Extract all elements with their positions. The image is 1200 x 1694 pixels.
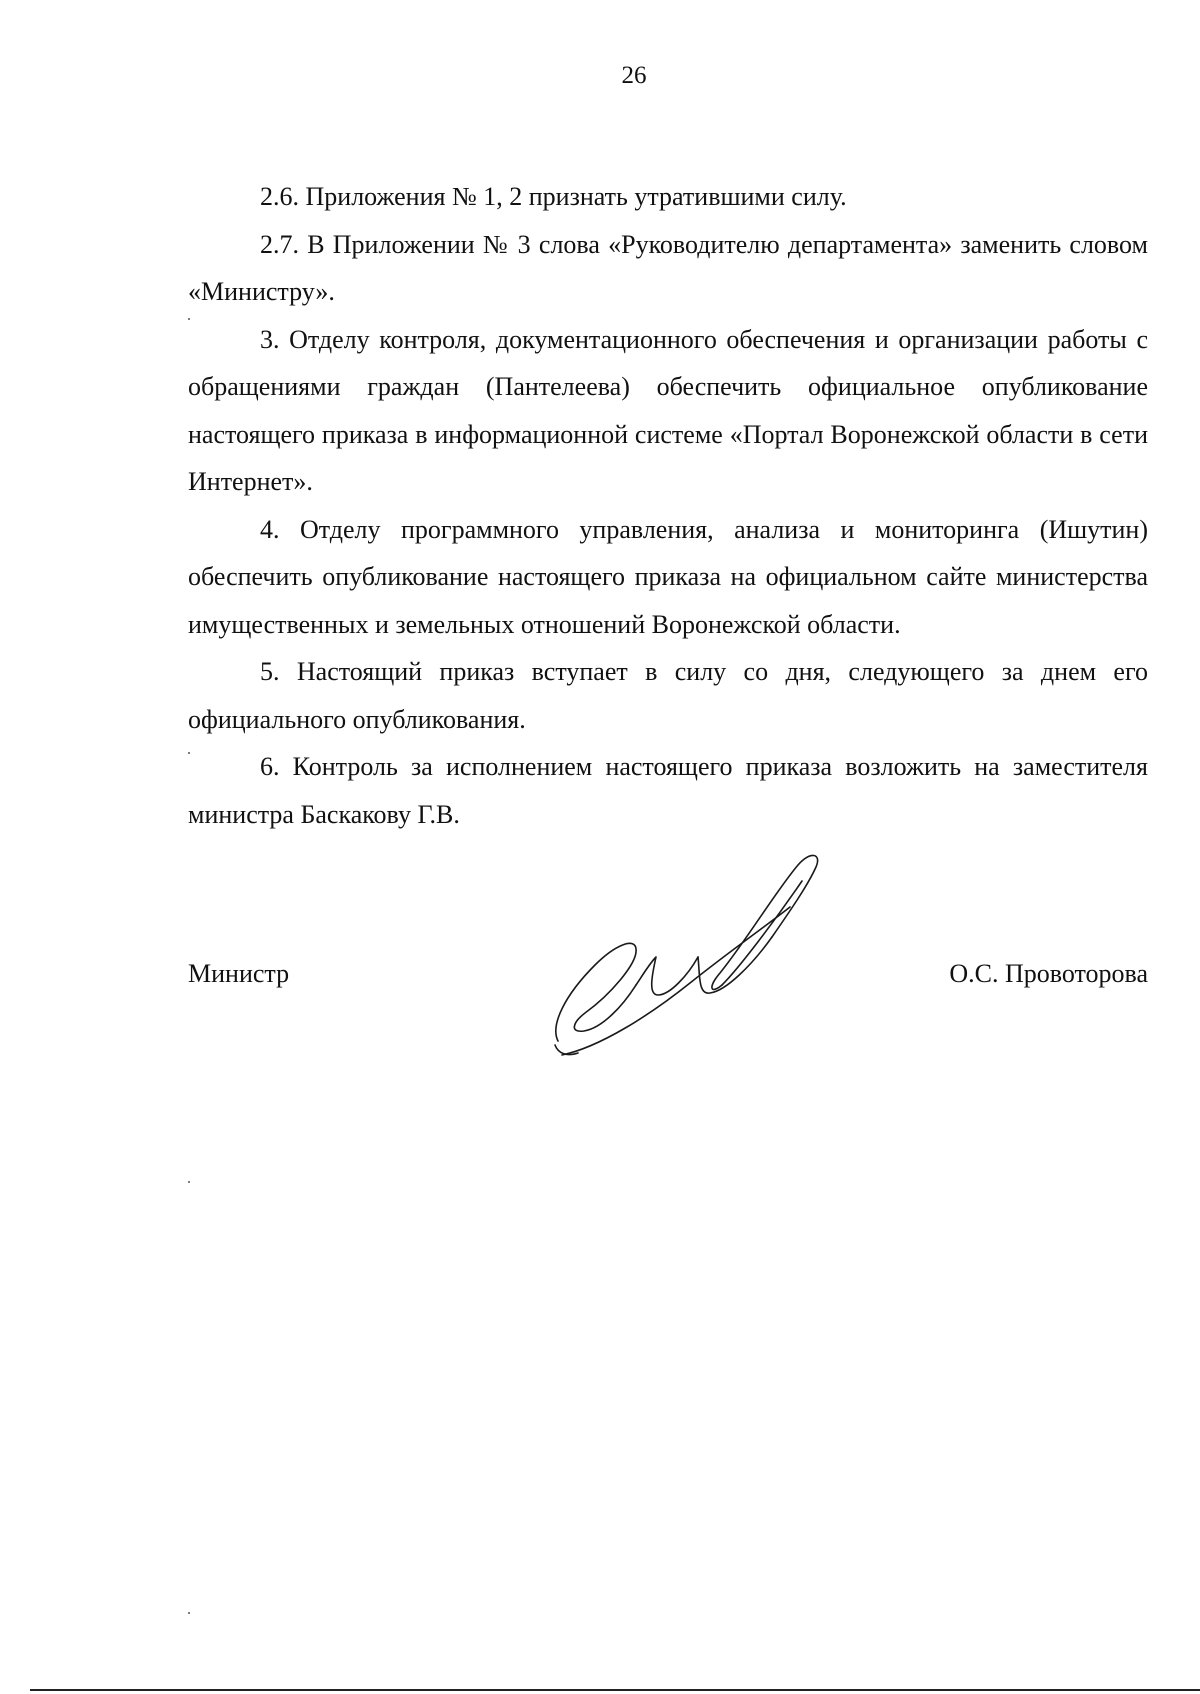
scan-edge-line: [30, 1689, 1200, 1691]
scan-speck: [188, 1612, 190, 1614]
paragraph-2-6: 2.6. Приложения № 1, 2 признать утратившими силу.: [260, 182, 847, 211]
document-body: [188, 173, 1148, 838]
scan-speck: [188, 1181, 190, 1183]
signatory-title: Министр: [188, 959, 290, 988]
page-number: 26: [621, 62, 647, 89]
paragraph-5: 5. Настоящий приказ вступает в силу со дня, следующего за днем его официального опубликования.: [188, 657, 1148, 734]
handwritten-signature: [540, 845, 840, 1060]
paragraph-3: 3. Отделу контроля, документационного обеспечения и организации работы с обращениями граждан (Пантелеева) обеспечить официальное опубликование настоящего приказа в информационной системе «Портал Воронежской области в сети Интернет».: [188, 324, 1148, 496]
signatory-name: О.С. Провоторова: [949, 959, 1148, 988]
scan-speck: [188, 318, 190, 320]
scan-speck: [188, 752, 190, 754]
paragraph-2-7: 2.7. В Приложении № 3 слова «Руководителю департамента» заменить словом «Министру».: [188, 229, 1148, 306]
paragraph-6: 6. Контроль за исполнением настоящего приказа возложить на заместителя министра Баскакову Г.В.: [188, 752, 1148, 829]
paragraph-4: 4. Отделу программного управления, анализа и мониторинга (Ишутин) обеспечить опубликование настоящего приказа на официальном сайте министерства имущественных и земельных отношений Воронежской области.: [188, 514, 1148, 639]
